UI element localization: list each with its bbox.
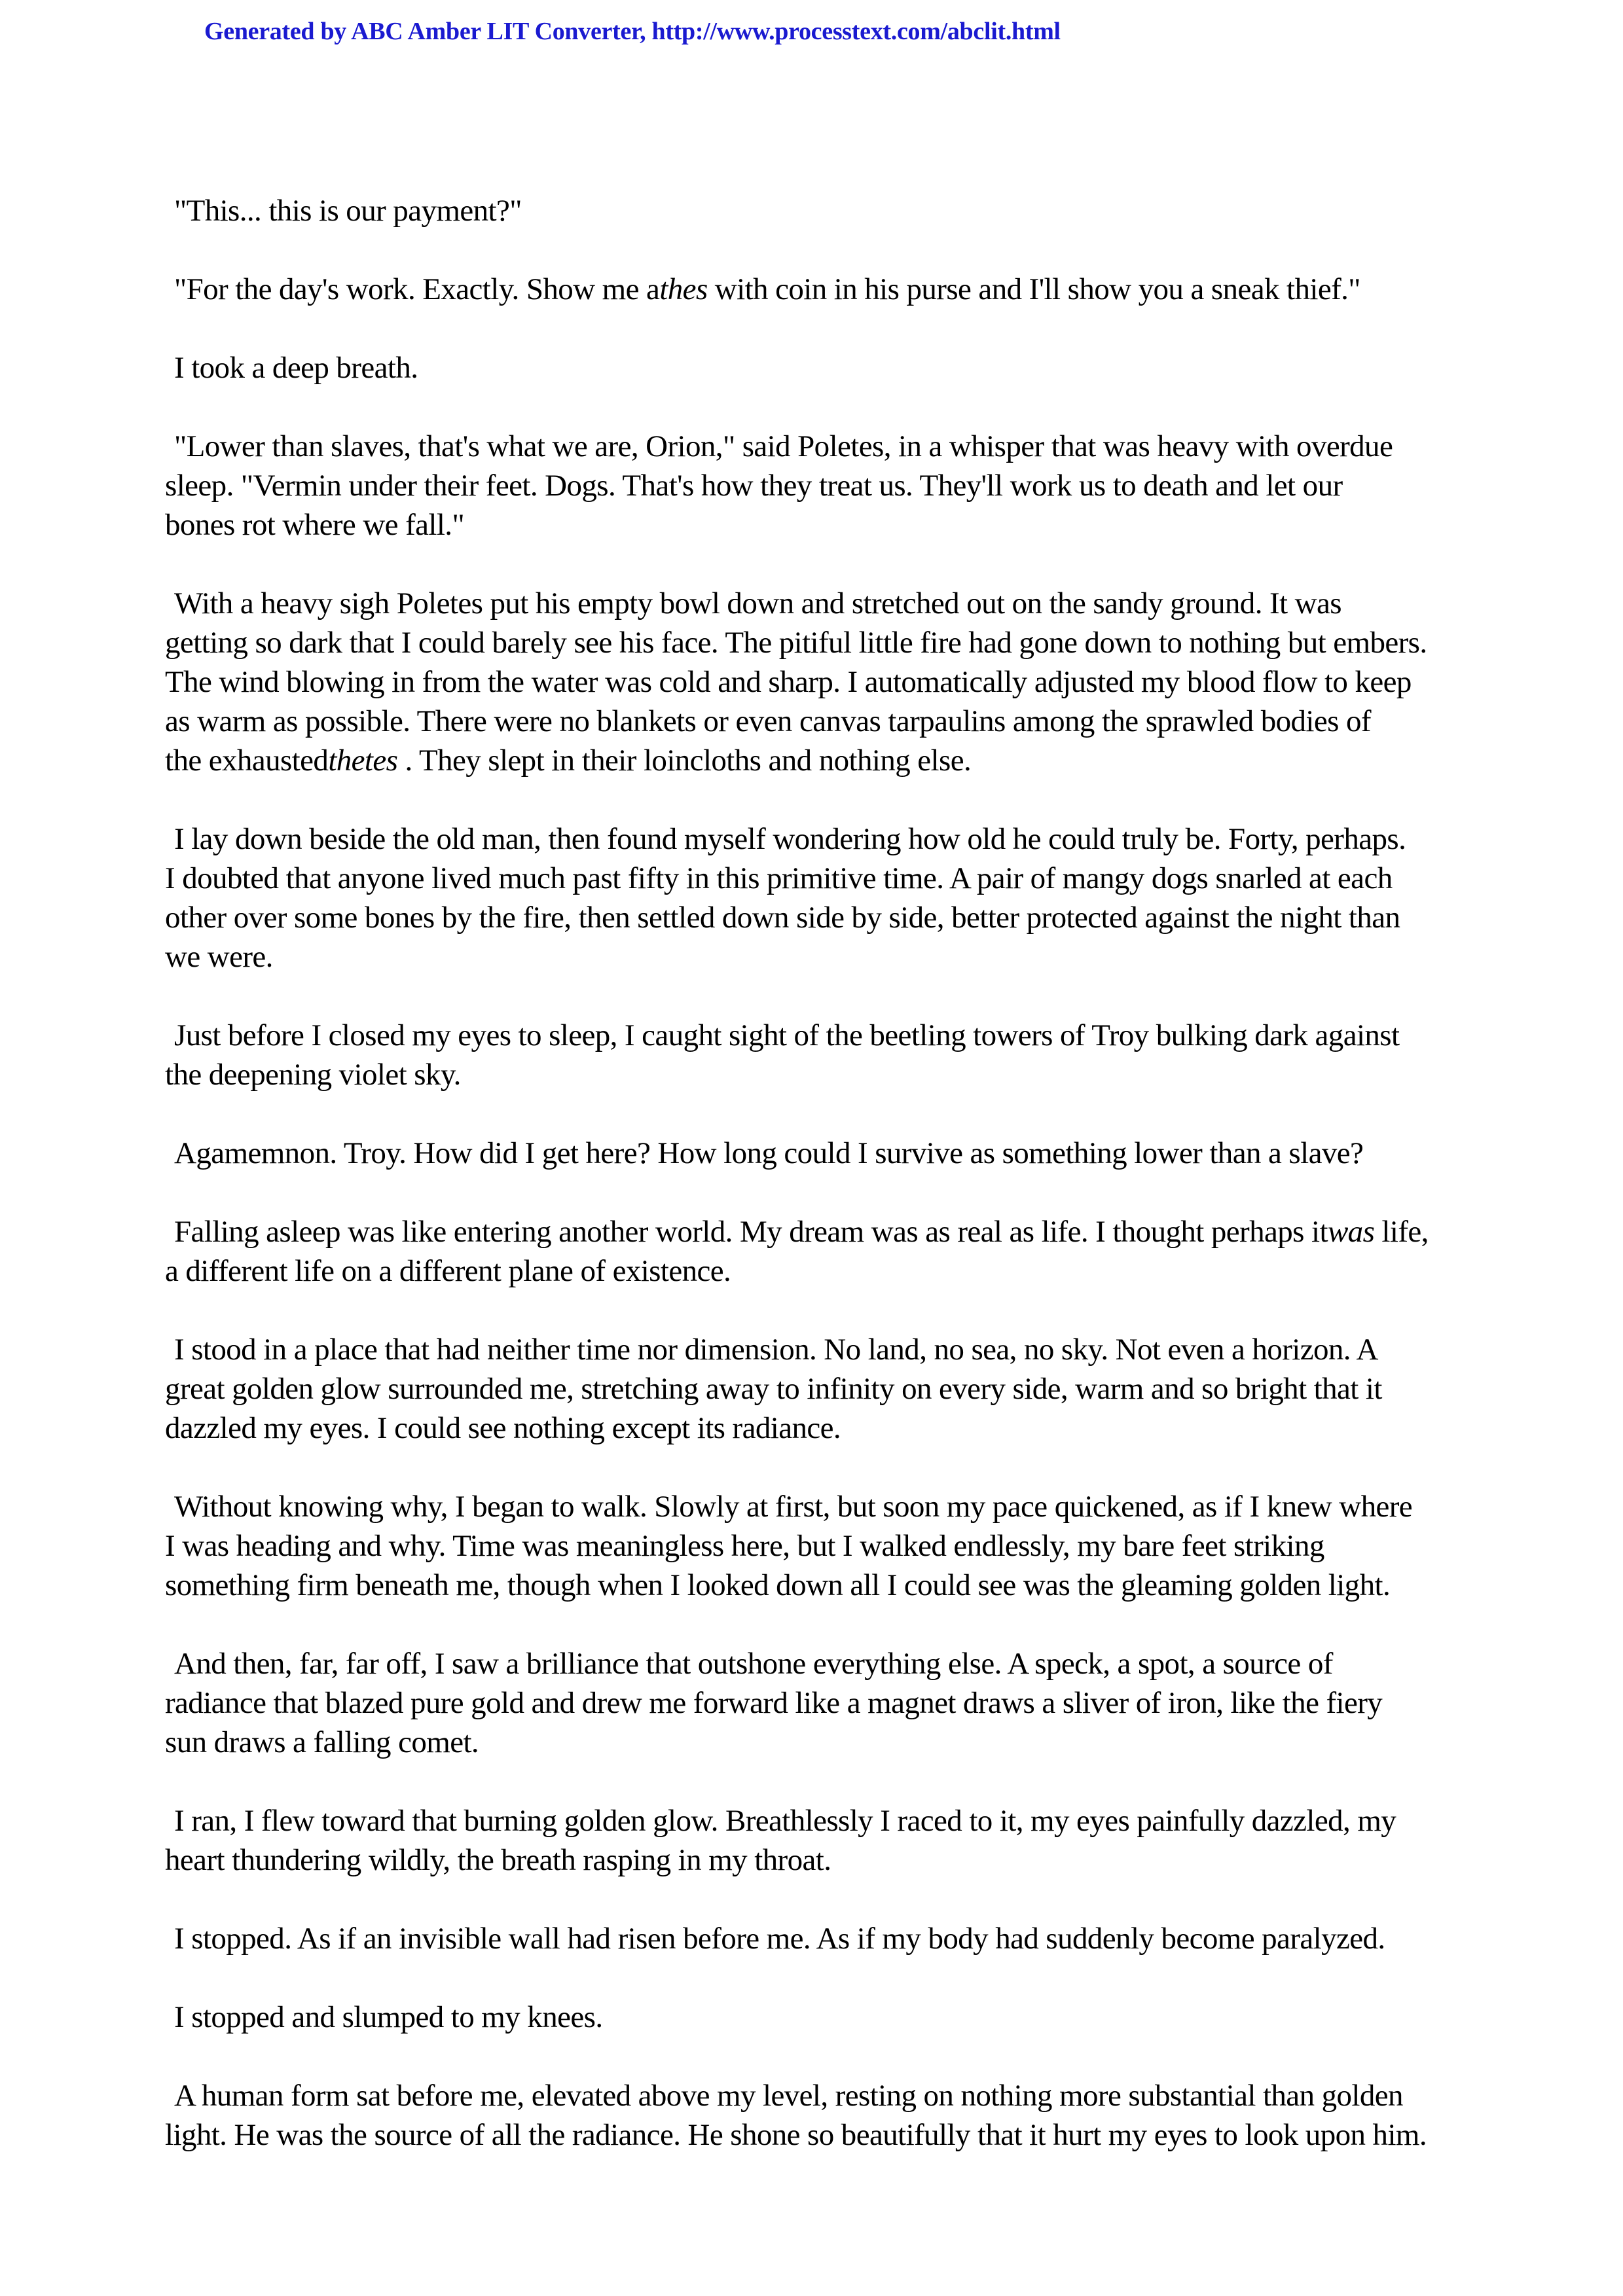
- line-text: the deepening violet sky.: [165, 1058, 461, 1092]
- text-line: [165, 859, 1474, 898]
- line-text: . They slept in their loincloths and nothing else.: [397, 744, 972, 778]
- text-line: [165, 898, 1474, 937]
- line-text: I stood in a place that had neither time nor dimension. No land, no sea, no sky. Not even a horizon. A: [174, 1333, 1378, 1367]
- paragraph: [165, 348, 1474, 387]
- text-line: [165, 1330, 1474, 1369]
- line-text: I took a deep breath.: [174, 351, 418, 385]
- text-line: [165, 1526, 1474, 1566]
- text-line: [165, 1212, 1474, 1251]
- line-text: we were.: [165, 940, 273, 974]
- text-line: [165, 1369, 1474, 1408]
- text-line: [165, 1644, 1474, 1683]
- text-line: [165, 1998, 1474, 2037]
- line-text: Just before I closed my eyes to sleep, I caught sight of the beetling towers of Troy bulking dark against: [174, 1018, 1400, 1052]
- paragraph: [165, 1016, 1474, 1094]
- line-text: I doubted that anyone lived much past fifty in this primitive time. A pair of mangy dogs snarled at each: [165, 861, 1393, 895]
- text-line: [165, 505, 1474, 545]
- line-text: With a heavy sigh Poletes put his empty bowl down and stretched out on the sandy ground. It was: [174, 586, 1341, 620]
- line-text: The wind blowing in from the water was cold and sharp. I automatically adjusted my blood flow to keep: [165, 665, 1412, 699]
- text-line: [165, 1919, 1474, 1958]
- line-text: sun draws a falling comet.: [165, 1725, 479, 1759]
- paragraph: [165, 270, 1474, 309]
- paragraph: [165, 2076, 1474, 2155]
- text-line: [165, 623, 1474, 662]
- text-line: [165, 1487, 1474, 1526]
- text-line: [165, 741, 1474, 780]
- line-text: And then, far, far off, I saw a brilliance that outshone everything else. A speck, a spot, a source of: [174, 1647, 1333, 1681]
- line-text: Falling asleep was like entering another world. My dream was as real as life. I thought perhaps it: [174, 1215, 1328, 1249]
- line-text: I stopped and slumped to my knees.: [174, 2000, 603, 2034]
- text-line: [165, 702, 1474, 741]
- line-text: the exhausted: [165, 744, 329, 778]
- paragraph: [165, 584, 1474, 780]
- text-line: [165, 1840, 1474, 1880]
- text-line: [165, 1251, 1474, 1291]
- text-line: [165, 2115, 1474, 2155]
- text-line: [165, 1134, 1474, 1173]
- italic-word: was: [1327, 1215, 1375, 1249]
- line-text: heart thundering wildly, the breath rasping in my throat.: [165, 1843, 831, 1877]
- text-line: [165, 584, 1474, 623]
- text-line: [165, 1566, 1474, 1605]
- text-line: [165, 466, 1474, 505]
- italic-word: thetes: [328, 744, 398, 778]
- line-text: "This... this is our payment?": [174, 194, 522, 228]
- line-text: light. He was the source of all the radiance. He shone so beautifully that it hurt my eyes to look upon him.: [165, 2118, 1427, 2152]
- paragraph: [165, 1998, 1474, 2037]
- line-text: something firm beneath me, though when I looked down all I could see was the gleaming golden light.: [165, 1568, 1391, 1602]
- paragraph: [165, 819, 1474, 977]
- text-line: [165, 191, 1474, 230]
- text-line: [165, 662, 1474, 702]
- text-line: [165, 270, 1474, 309]
- line-text: getting so dark that I could barely see his face. The pitiful little fire had gone down to nothing but embers.: [165, 626, 1427, 660]
- line-text: I stopped. As if an invisible wall had risen before me. As if my body had suddenly become paralyzed.: [174, 1922, 1385, 1956]
- paragraph: [165, 427, 1474, 545]
- text-line: [165, 819, 1474, 859]
- paragraph: [165, 1919, 1474, 1958]
- line-text: radiance that blazed pure gold and drew me forward like a magnet draws a sliver of iron, like the fiery: [165, 1686, 1383, 1720]
- line-text: bones rot where we fall.": [165, 508, 465, 542]
- paragraph: [165, 1487, 1474, 1605]
- text-line: [165, 1016, 1474, 1055]
- text-line: [165, 427, 1474, 466]
- text-line: [165, 1055, 1474, 1094]
- line-text: life,: [1374, 1215, 1429, 1249]
- line-text: I was heading and why. Time was meaningless here, but I walked endlessly, my bare feet striking: [165, 1529, 1324, 1563]
- paragraph: [165, 1212, 1474, 1291]
- line-text: I lay down beside the old man, then found myself wondering how old he could truly be. Forty, perhaps.: [174, 822, 1406, 856]
- paragraph: [165, 1134, 1474, 1173]
- text-line: [165, 1408, 1474, 1448]
- line-text: a different life on a different plane of existence.: [165, 1254, 731, 1288]
- line-text: "Lower than slaves, that's what we are, Orion," said Poletes, in a whisper that was heavy with overdue: [174, 429, 1393, 463]
- line-text: as warm as possible. There were no blankets or even canvas tarpaulins among the sprawled bodies of: [165, 704, 1371, 738]
- line-text: other over some bones by the fire, then settled down side by side, better protected against the night than: [165, 901, 1400, 935]
- text-line: [165, 1683, 1474, 1723]
- paragraph: [165, 1801, 1474, 1880]
- text-line: [165, 2076, 1474, 2115]
- line-text: I ran, I flew toward that burning golden glow. Breathlessly I raced to it, my eyes painfully dazzled, my: [174, 1804, 1396, 1838]
- converter-header: Generated by ABC Amber LIT Converter, http://www.processtext.com/abclit.html: [204, 18, 1061, 45]
- text-line: [165, 1801, 1474, 1840]
- line-text: Agamemnon. Troy. How did I get here? How long could I survive as something lower than a slave?: [174, 1136, 1364, 1170]
- line-text: Without knowing why, I began to walk. Slowly at first, but soon my pace quickened, as if I knew where: [174, 1490, 1413, 1524]
- line-text: A human form sat before me, elevated above my level, resting on nothing more substantial than golden: [174, 2079, 1403, 2113]
- paragraph: [165, 1644, 1474, 1762]
- line-text: "For the day's work. Exactly. Show me a: [174, 272, 660, 306]
- italic-word: thes: [659, 272, 708, 306]
- document-body: [165, 191, 1474, 2194]
- paragraph: [165, 1330, 1474, 1448]
- line-text: dazzled my eyes. I could see nothing except its radiance.: [165, 1411, 841, 1445]
- line-text: sleep. "Vermin under their feet. Dogs. That's how they treat us. They'll work us to death and let our: [165, 469, 1343, 503]
- line-text: with coin in his purse and I'll show you a sneak thief.": [707, 272, 1360, 306]
- paragraph: [165, 191, 1474, 230]
- line-text: great golden glow surrounded me, stretching away to infinity on every side, warm and so bright that it: [165, 1372, 1382, 1406]
- text-line: [165, 937, 1474, 977]
- text-line: [165, 348, 1474, 387]
- text-line: [165, 1723, 1474, 1762]
